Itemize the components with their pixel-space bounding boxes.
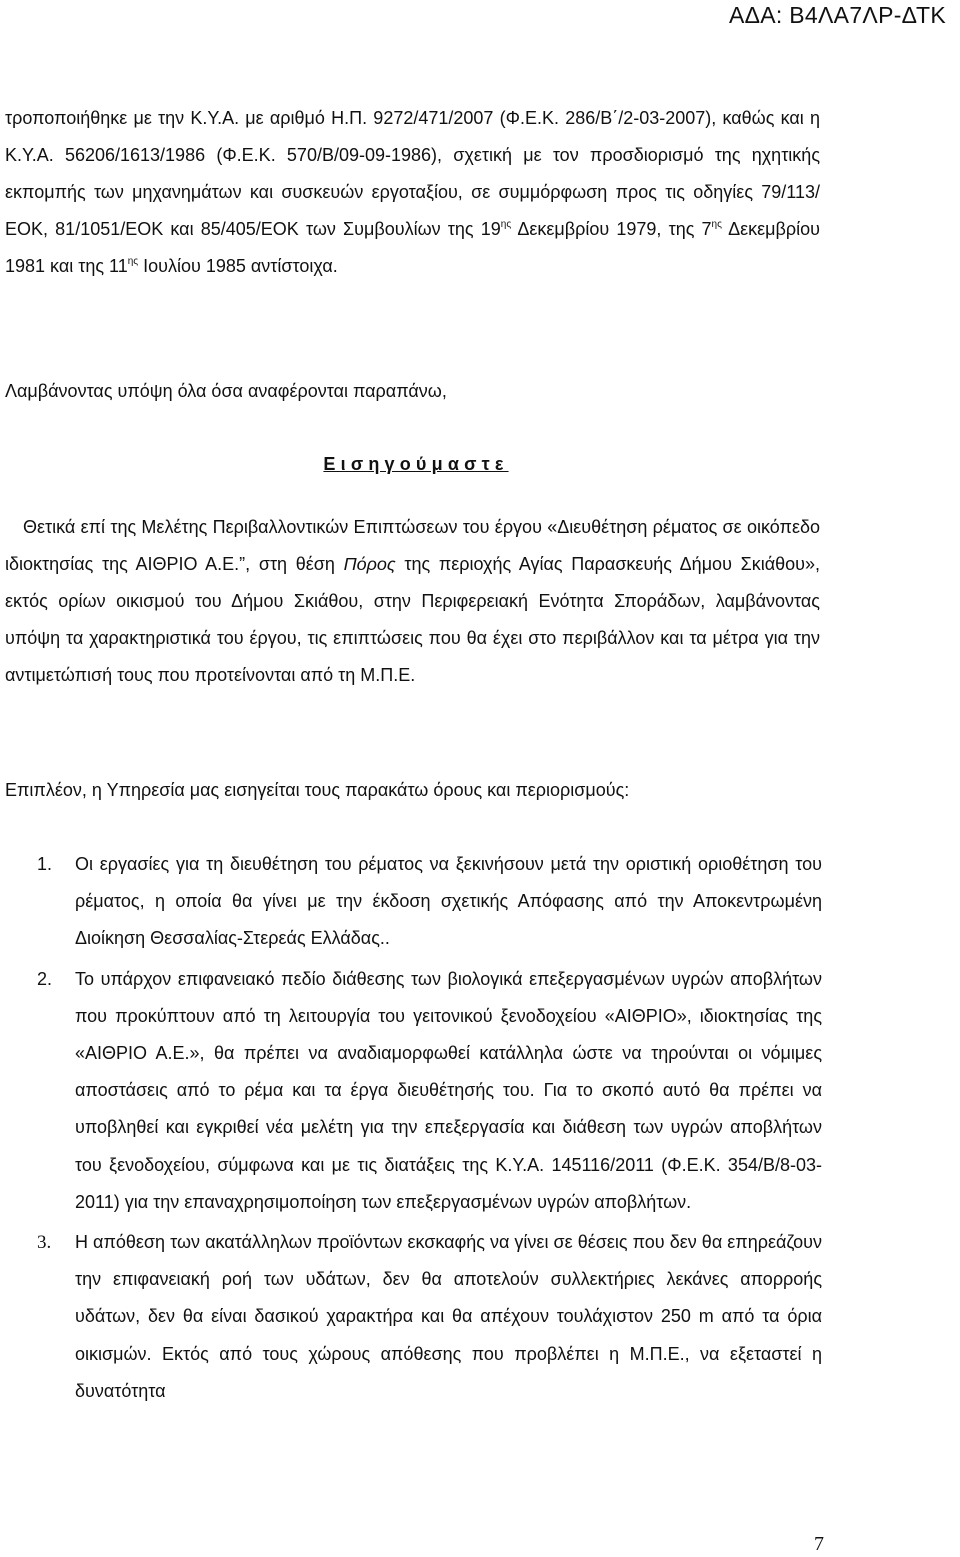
page-number: 7	[814, 1533, 824, 1555]
list-item-number: 3.	[37, 1232, 52, 1254]
place-name: Πόρος	[343, 554, 396, 574]
ada-code-header: ΑΔΑ: Β4ΛΑ7ΛΡ-ΔΤΚ	[728, 2, 946, 28]
list-item	[0, 961, 822, 1221]
proposal-text-2: της περιοχής Αγίας Παρασκευής Δήμου Σκιάθου», εκτός ορίων οικισμού του Δήμου Σκιάθου, στην Περιφερειακή Ενότητα Σποράδων, λαμβάνοντας υπόψη τα χαρακτηριστικά του έργου, τις επιπτώσεις που θα έχει στο περιβάλλον και τα μέτρα για την αντιμετώπισή τους που προτείνονται από τη Μ.Π.Ε.	[5, 554, 820, 685]
intro-text-4: Ιουλίου 1985 αντίστοιχα.	[138, 256, 338, 276]
intro-text-3: Δεκεμβρίου 1981 και της 11	[5, 219, 820, 276]
intro-text-1: τροποποιήθηκε με την Κ.Υ.Α. με αριθμό Η.Π. 9272/471/2007 (Φ.Ε.Κ. 286/Β΄/2-03-2007), καθώς και η Κ.Υ.Α. 56206/1613/1986 (Φ.Ε.Κ. 570/Β/09-09-1986), σχετική με τον προσδιορισμό της ηχητικής εκπομπής των μηχανημάτων και συσκευών εργοταξίου, σε συμμόρφωση προς τις οδηγίες 79/113/ΕΟΚ, 81/1051/ΕΟΚ και 85/405/ΕΟΚ των Συμβουλίων της 19	[5, 108, 820, 239]
ordinal-superscript: ης	[127, 256, 139, 267]
ordinal-superscript: ης	[500, 219, 512, 230]
proposal-text-1: Θετικά επί της Μελέτης Περιβαλλοντικών Επιπτώσεων του έργου «Διευθέτηση ρέματος σε οικόπεδο ιδιοκτησίας της ΑΙΘΡΙΟ Α.Ε.”, στη θέση	[5, 517, 820, 574]
intro-paragraph	[5, 100, 820, 285]
additional-terms-line: Επιπλέον, η Υπηρεσία μας εισηγείται τους παρακάτω όρους και περιορισμούς:	[5, 780, 630, 800]
list-item-text: Το υπάρχον επιφανειακό πεδίο διάθεσης των βιολογικά επεξεργασμένων υγρών αποβλήτων που προκύπτουν από τη λειτουργία του γειτονικού ξενοδοχείου «ΑΙΘΡΙΟ», ιδιοκτησίας της «ΑΙΘΡΙΟ Α.Ε.», θα πρέπει να αναδιαμορφωθεί κατάλληλα ώστε να τηρούνται οι νόμιμες αποστάσεις από το ρέμα και τα έργα διευθέτησής του. Για το σκοπό αυτό θα πρέπει να υποβληθεί και εγκριθεί νέα μελέτη για την επεξεργασία και διάθεση των υγρών αποβλήτων του ξενοδοχείου, σύμφωνα και με τις διατάξεις της Κ.Υ.Α. 145116/2011 (Φ.Ε.Κ. 354/Β/8-03-2011) για την επαναχρησιμοποίηση των επεξεργασμένων υγρών αποβλήτων.	[75, 968, 822, 1212]
list-item-text: Οι εργασίες για τη διευθέτηση του ρέματος να ξεκινήσουν μετά την οριστική οριοθέτηση του ρέματος, η οποία θα γίνει με την έκδοση σχετικής Απόφασης από την Αποκεντρωμένη Διοίκηση Θεσσαλίας-Στερεάς Ελλάδας..	[75, 854, 822, 949]
list-item-number: 1.	[37, 854, 53, 874]
ordinal-superscript: ης	[711, 219, 722, 230]
proposal-heading: Εισηγούμαστε	[323, 454, 509, 474]
list-item	[0, 1224, 822, 1410]
conditions-list	[0, 846, 822, 1410]
intro-text-2: Δεκεμβρίου 1979, της 7	[511, 219, 712, 239]
taking-into-account-line: Λαμβάνοντας υπόψη όλα όσα αναφέρονται παραπάνω,	[5, 381, 447, 401]
list-item	[0, 846, 822, 958]
list-item-number: 2.	[37, 968, 53, 989]
proposal-paragraph	[5, 509, 820, 694]
list-item-text: Η απόθεση των ακατάλληλων προϊόντων εκσκαφής να γίνει σε θέσεις που δεν θα επηρεάζουν την επιφανειακή ροή των υδάτων, δεν θα αποτελούν συλλεκτήριες λεκάνες απορροής υδάτων, δεν θα είναι δασικού χαρακτήρα και θα απέχουν τουλάχιστον 250 m από τα όρια οικισμών. Εκτός από τους χώρους απόθεσης που προβλέπει η Μ.Π.Ε., να εξεταστεί η δυνατότητα	[75, 1232, 822, 1401]
